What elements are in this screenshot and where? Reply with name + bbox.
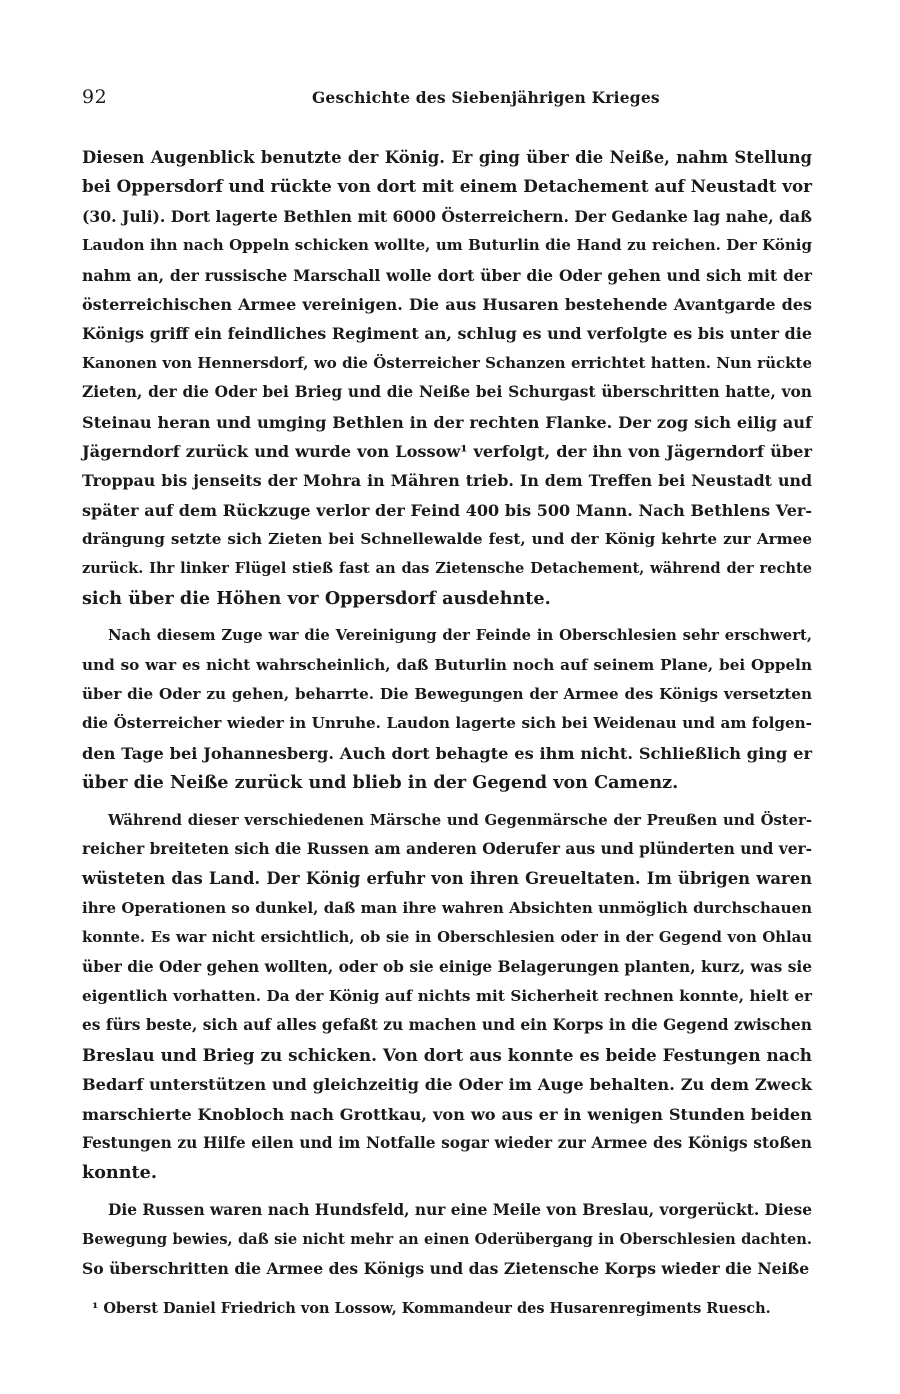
text-line: Diesen Augenblick benutzte der König. Er ging über die Neiße, nahm Stellung xyxy=(82,148,812,167)
text-line: Die Russen waren nach Hundsfeld, nur eine Meile von Breslau, vorgerückt. Diese xyxy=(108,1200,812,1219)
page-header xyxy=(82,86,812,114)
text-line: Laudon ihn nach Oppeln schicken wollte, um Buturlin die Hand zu reichen. Der König xyxy=(82,236,812,255)
text-line: Steinau heran und umging Bethlen in der rechten Flanke. Der zog sich eilig auf xyxy=(82,412,812,432)
text-line: die Österreicher wieder in Unruhe. Laudon lagerte sich bei Weidenau und am folgen- xyxy=(82,714,812,733)
paragraph xyxy=(82,143,812,613)
text-line: Bedarf unterstützen und gleichzeitig die Oder im Auge behalten. Zu dem Zweck xyxy=(82,1075,812,1095)
text-line: es fürs beste, sich auf alles gefaßt zu machen und ein Korps in die Gegend zwischen xyxy=(82,1016,812,1035)
text-line: reicher breiteten sich die Russen am anderen Oderufer aus und plünderten und ver- xyxy=(82,839,812,858)
paragraph xyxy=(82,621,812,797)
text-line: sich über die Höhen vor Oppersdorf ausdehnte. xyxy=(82,587,551,609)
text-line: Während dieser verschiedenen Märsche und Gegenmärsche der Preußen und Öster- xyxy=(108,811,812,829)
text-line: über die Oder zu gehen, beharrte. Die Bewegungen der Armee des Königs versetzten xyxy=(82,685,812,704)
footnote: ¹ Oberst Daniel Friedrich von Lossow, Kommandeur des Husarenregiments Ruesch. xyxy=(92,1300,771,1317)
text-line: So überschritten die Armee des Königs und das Zietensche Korps wieder die Neiße xyxy=(82,1259,810,1279)
text-line: wüsteten das Land. Der König erfuhr von ihren Greueltaten. Im übrigen waren xyxy=(82,869,812,889)
text-line: konnte. Es war nicht ersichtlich, ob sie in Oberschlesien oder in der Gegend von Ohlau xyxy=(82,929,812,947)
text-line: österreichischen Armee vereinigen. Die aus Husaren bestehende Avantgarde des xyxy=(82,294,812,314)
text-line: über die Neiße zurück und blieb in der Gegend von Camenz. xyxy=(82,772,679,794)
running-title: Geschichte des Siebenjährigen Krieges xyxy=(312,88,660,107)
text-line: zurück. Ihr linker Flügel stieß fast an das Zietensche Detachement, während der rechte xyxy=(82,560,812,578)
text-line: Festungen zu Hilfe eilen und im Notfalle sogar wieder zur Armee des Königs stoßen xyxy=(82,1133,812,1152)
body-text xyxy=(82,143,812,1292)
paragraph xyxy=(82,806,812,1188)
text-line: später auf dem Rückzuge verlor der Feind 400 bis 500 Mann. Nach Bethlens Ver- xyxy=(82,500,812,520)
text-line: marschierte Knobloch nach Grottkau, von wo aus er in wenigen Stunden beiden xyxy=(82,1104,812,1124)
text-line: und so war es nicht wahrscheinlich, daß Buturlin noch auf seinem Plane, bei Oppeln xyxy=(82,655,812,674)
text-line: Troppau bis jenseits der Mohra in Mähren trieb. In dem Treffen bei Neustadt und xyxy=(82,471,812,491)
text-line: eigentlich vorhatten. Da der König auf nichts mit Sicherheit rechnen konnte, hielt er xyxy=(82,986,812,1005)
text-line: nahm an, der russische Marschall wolle dort über die Oder gehen und sich mit der xyxy=(82,265,812,285)
text-line: Kanonen von Hennersdorf, wo die Österreicher Schanzen errichtet hatten. Nun rückte xyxy=(82,353,812,372)
text-line: (30. Juli). Dort lagerte Bethlen mit 6000 Österreichern. Der Gedanke lag nahe, daß xyxy=(82,206,812,226)
text-line: Bewegung bewies, daß sie nicht mehr an einen Oderübergang in Oberschlesien dachten. xyxy=(82,1231,812,1249)
text-line: Königs griff ein feindliches Regiment an, schlug es und verfolgte es bis unter die xyxy=(82,324,812,344)
text-line: Zieten, der die Oder bei Brieg und die Neiße bei Schurgast überschritten hatte, von xyxy=(82,383,812,402)
page-number: 92 xyxy=(82,86,108,108)
text-line: den Tage bei Johannesberg. Auch dort behagte es ihm nicht. Schließlich ging er xyxy=(82,743,812,763)
text-line: drängung setzte sich Zieten bei Schnellewalde fest, und der König kehrte zur Armee xyxy=(82,530,812,549)
text-line: Breslau und Brieg zu schicken. Von dort aus konnte es beide Festungen nach xyxy=(82,1044,812,1065)
text-line: konnte. xyxy=(82,1162,157,1184)
paragraph xyxy=(82,1196,812,1284)
text-line: bei Oppersdorf und rückte von dort mit einem Detachement auf Neustadt vor xyxy=(82,176,812,197)
text-line: ihre Operationen so dunkel, daß man ihre wahren Absichten unmöglich durchschauen xyxy=(82,898,812,917)
text-line: Jägerndorf zurück und wurde von Lossow¹ verfolgt, der ihn von Jägerndorf über xyxy=(82,441,812,461)
text-line: über die Oder gehen wollten, oder ob sie einige Belagerungen planten, kurz, was sie xyxy=(82,957,812,976)
text-line: Nach diesem Zuge war die Vereinigung der Feinde in Oberschlesien sehr erschwert, xyxy=(108,627,812,645)
